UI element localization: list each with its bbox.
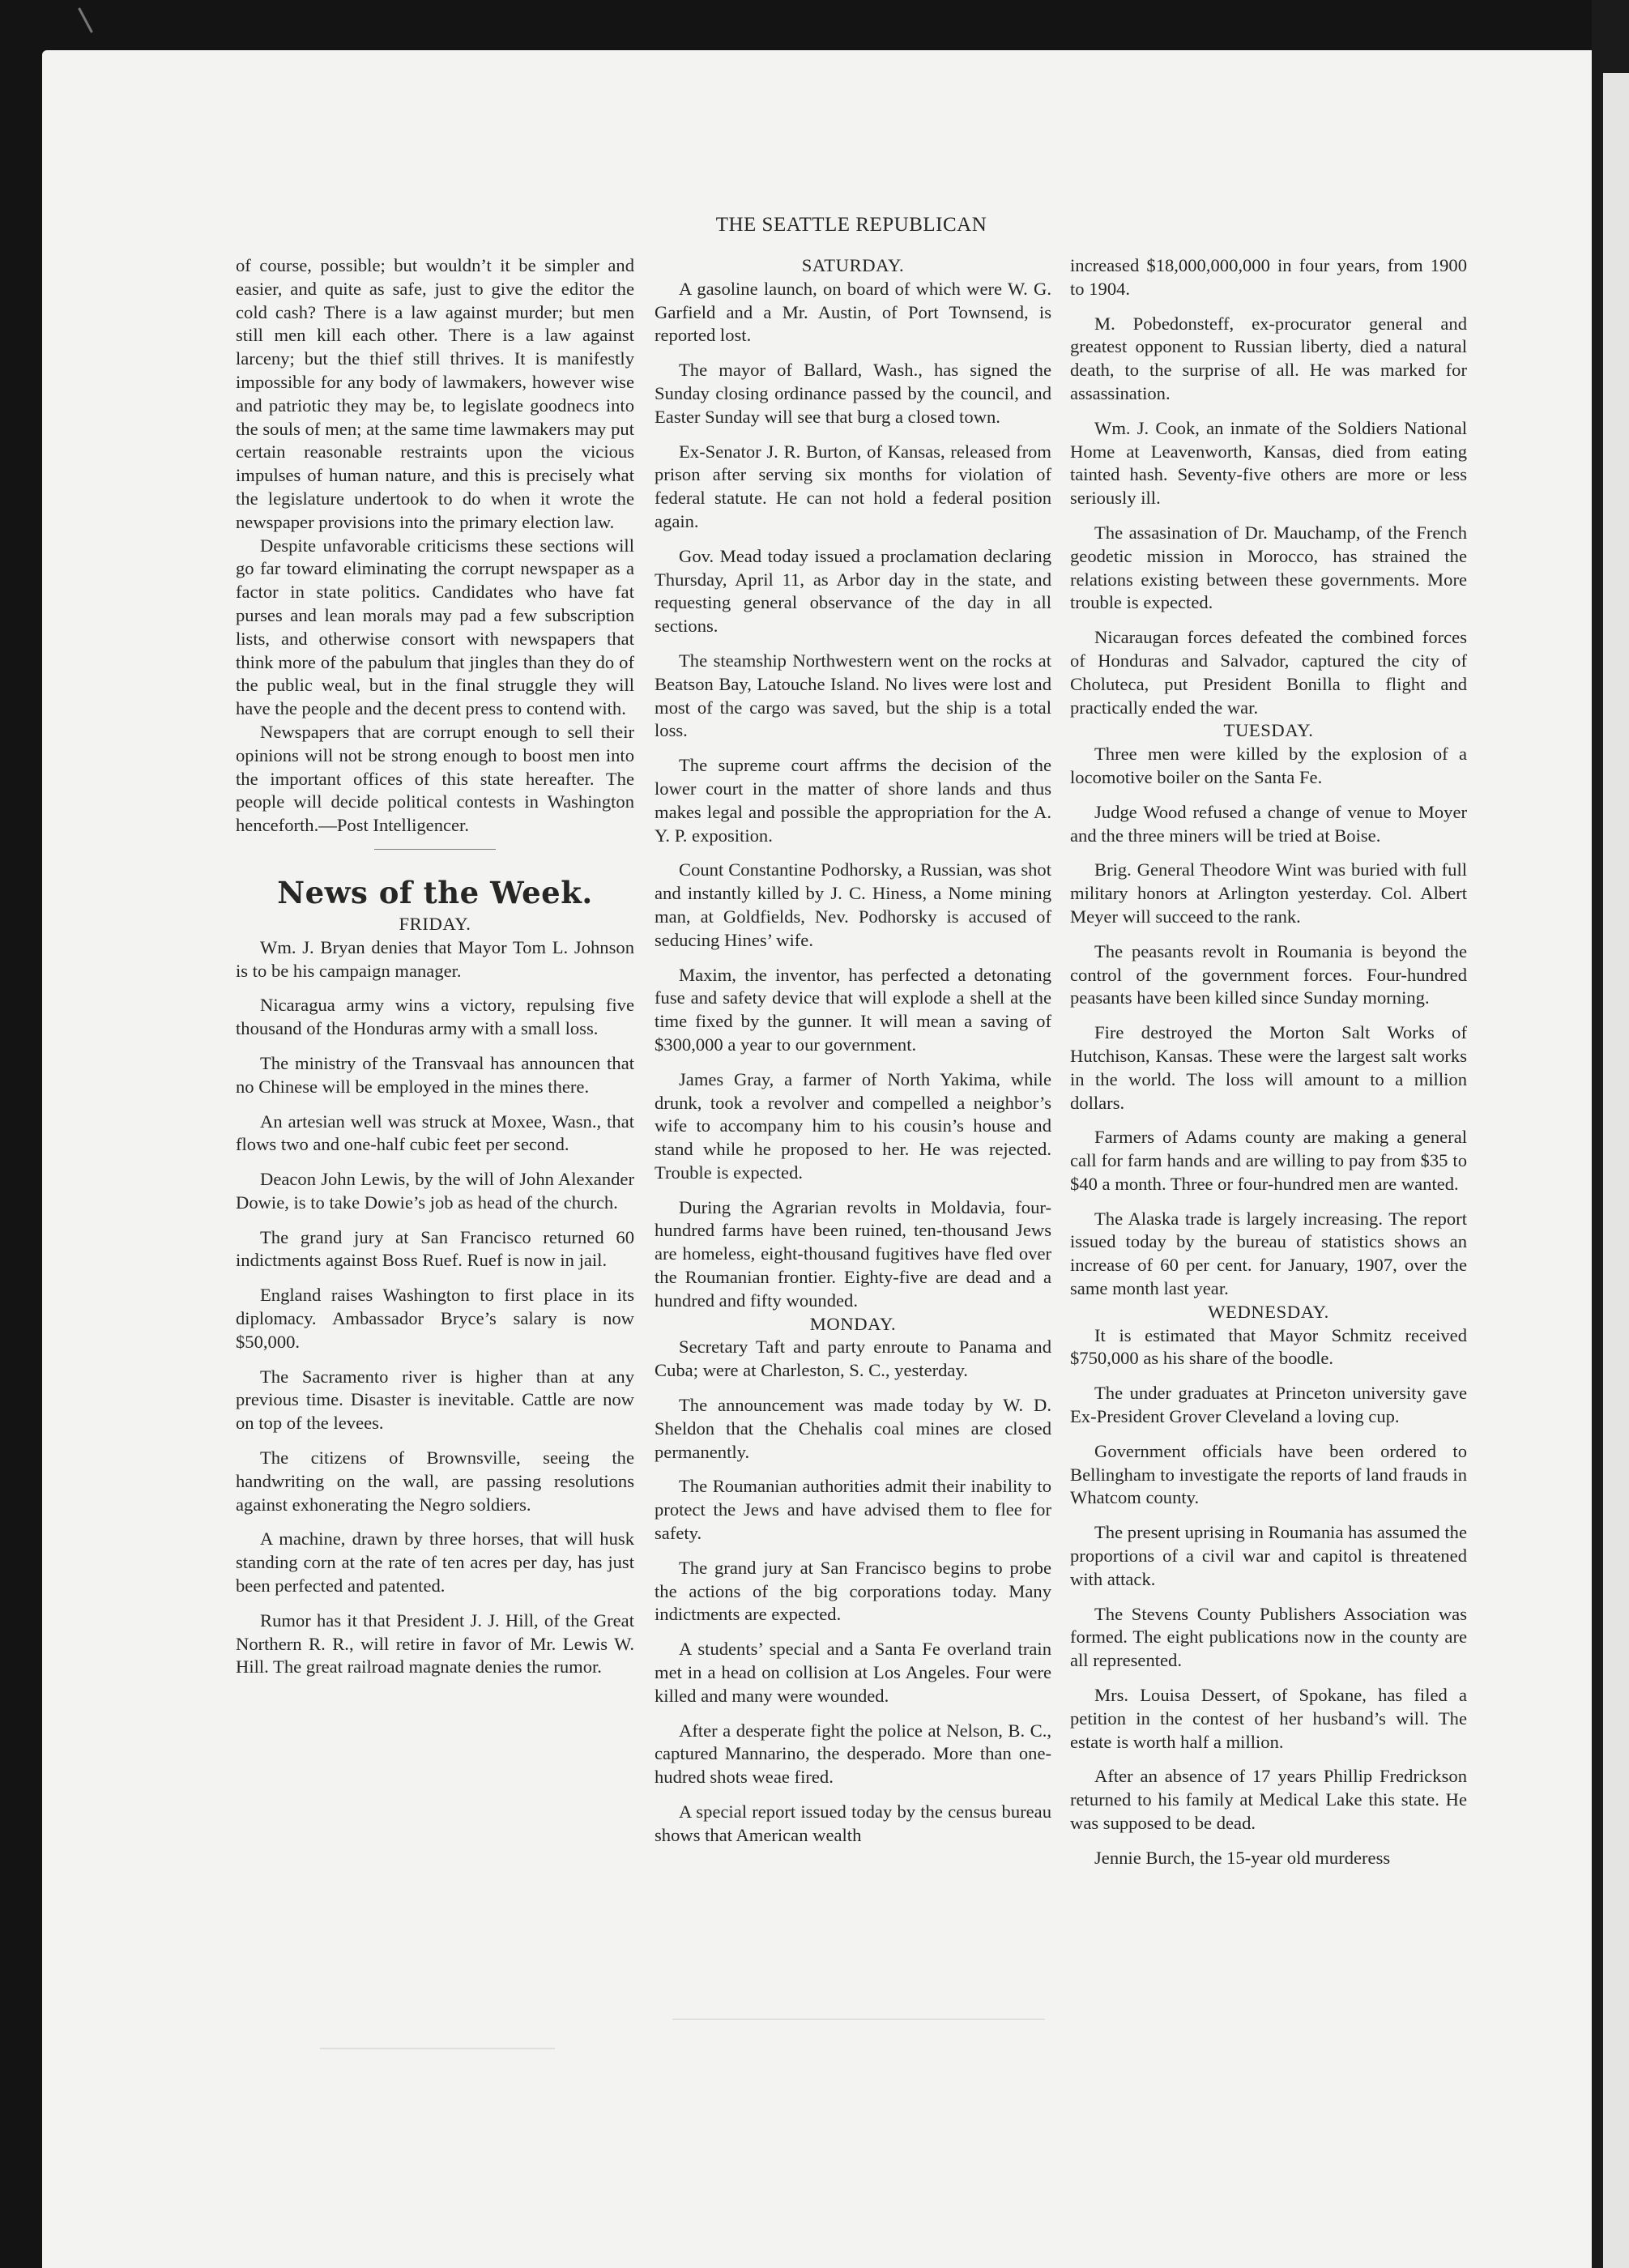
day-heading-wednesday: WEDNESDAY. [1208,1301,1329,1322]
news-item: Rumor has it that President J. J. Hill, of the Great Northern R. R., will retire in favor of Mr. Lewis W. Hill. The great railroad magnate denies the rumor. [236,1609,634,1678]
news-item: The under graduates at Princeton university gave Ex-President Grover Cleveland a loving cup. [1070,1383,1467,1427]
news-item: After a desperate fight the police at Nelson, B. C., captured Mannarino, the desperado. More than one-hudred shots weae fired. [655,1720,1051,1788]
article-paragraph: of course, possible; but wouldn’t it be simpler and easier, and quite as safe, just to give the editor the cold cash? There is a law against murder; but men still men kill each other. There is a law against larceny; but the thief still thrives. It is manifestly impossible for any body of lawmakers, however wise and patriotic they may be, to legislate goodnecs into the souls of men; at the same time lawmakers may put certain reasonable restraints upon the vicious impulses of human nature, and this is precisely what the legislature undertook to do when it wrote the newspaper provisions into the primary election law. [236,255,634,532]
article-paragraph: Despite unfavorable criticisms these sections will go far toward eliminating the corrupt newspaper as a factor in state politics. Candidates who have fat purses and lean morals may pad a few subscription lists, and otherwise consort with newspapers that think more of the pabulum that jingles than they do of the public weal, but in the final struggle they will have the people and the decent press to contend with. [236,535,634,719]
news-item: After an absence of 17 years Phillip Fredrickson returned to his family at Medical Lake this state. He was supposed to be dead. [1070,1766,1467,1834]
day-heading-friday: FRIDAY. [399,913,471,934]
news-item: Judge Wood refused a change of venue to Moyer and the three miners will be tried at Boise. [1070,801,1467,846]
news-item: Jennie Burch, the 15-year old murderess [1094,1847,1391,1868]
news-of-the-week-heading: News of the Week. [277,874,593,910]
news-item: The ministry of the Transvaal has announcen that no Chinese will be employed in the mines there. [236,1052,634,1097]
news-item: Government officials have been ordered to Bellingham to investigate the reports of land frauds in Whatcom county. [1070,1440,1467,1508]
news-item: England raises Washington to first place in its diplomacy. Ambassador Bryce’s salary is now $50,000. [236,1285,634,1352]
news-item: The Stevens County Publishers Association was formed. The eight publications now in the county are all represented. [1070,1603,1467,1671]
news-item: M. Pobedonsteff, ex-procurator general and greatest opponent to Russian liberty, died a natural death, to the surprise of all. He was marked for assassination. [1070,313,1467,403]
news-item: The peasants revolt in Roumania is beyond the control of the government forces. Four-hundred peasants have been killed since Sunday morning. [1070,940,1467,1008]
news-item: The mayor of Ballard, Wash., has signed the Sunday closing ordinance passed by the council, and Easter Sunday will see that burg a closed town. [655,360,1051,427]
news-item: It is estimated that Mayor Schmitz received $750,000 as his share of the boodle. [1070,1324,1467,1369]
page-header: THE SEATTLE REPUBLICAN [715,214,987,236]
news-item: Nicaragua army wins a victory, repulsing five thousand of the Honduras army with a small loss. [236,995,634,1039]
news-item: Secretary Taft and party enroute to Panama and Cuba; were at Charleston, S. C., yesterday. [655,1336,1051,1381]
news-item: Gov. Mead today issued a proclamation declaring Thursday, April 11, as Arbor day in the state, and requesting general observance of the day in all sections. [655,545,1051,637]
news-item: The assasination of Dr. Mauchamp, of the French geodetic mission in Morocco, has strained the relations existing between these governments. More trouble is expected. [1070,522,1467,613]
day-heading-monday: MONDAY. [809,1313,897,1334]
news-item: A gasoline launch, on board of which were W. G. Garfield and a Mr. Austin, of Port Townsend, is reported lost. [655,278,1051,346]
day-heading-tuesday: TUESDAY. [1223,720,1314,741]
news-item: Mrs. Louisa Dessert, of Spokane, has filed a petition in the contest of her husband’s will. The estate is worth half a million. [1070,1685,1467,1752]
news-item: Nicaraugan forces defeated the combined forces of Honduras and Salvador, captured the city of Choluteca, put President Bonilla to flight and practically ended the war. [1070,627,1467,718]
column-1 [236,254,634,1679]
news-item: Maxim, the inventor, has perfected a detonating fuse and safety device that will explode a shell at the time fixed by the gunner. It will mean a saving of $300,000 a year to our government. [655,964,1051,1055]
news-item: A machine, drawn by three horses, that will husk standing corn at the rate of ten acres per day, has just been perfected and patented. [236,1528,634,1597]
scan-corner-mark [78,7,93,32]
news-item: Farmers of Adams county are making a general call for farm hands and are willing to pay from $35 to $40 a month. Three or four-hundred men are wanted. [1070,1127,1467,1194]
news-item: The supreme court affrms the decision of the lower court in the matter of shore lands and thus makes legal and possible the appropriation for the A. Y. P. exposition. [655,755,1051,846]
news-item: The Alaska trade is largely increasing. The report issued today by the bureau of statistics shows an increase of 60 per cent. for January, 1907, over the same month last year. [1070,1208,1467,1299]
news-item: The announcement was made today by W. D. Sheldon that the Chehalis coal mines are closed permanently. [655,1395,1051,1462]
news-item: Wm. J. Bryan denies that Mayor Tom L. Johnson is to be his campaign manager. [236,936,634,981]
article-paragraph: Newspapers that are corrupt enough to sell their opinions will not be strong enough to boost men into the important offices of this state hereafter. The people will decide political contests in Washington henceforth.—Post Intelligencer. [236,721,634,836]
news-item: Brig. General Theodore Wint was buried with full military honors at Arlington yesterday. Col. Albert Meyer will succeed to the rank. [1070,859,1467,927]
print-smudge [672,2019,1045,2020]
day-heading-saturday: SATURDAY. [801,255,905,275]
news-item: The grand jury at San Francisco begins to probe the actions of the big corporations today. Many indictments are expected. [655,1557,1051,1625]
news-item: The present uprising in Roumania has assumed the proportions of a civil war and capitol is threatened with attack. [1070,1522,1467,1589]
news-item: A students’ special and a Santa Fe overland train met in a head on collision at Los Angeles. Four were killed and many were wounded. [655,1639,1051,1706]
news-item: An artesian well was struck at Moxee, Wasn., that flows two and one-half cubic feet per second. [236,1111,634,1155]
news-item: During the Agrarian revolts in Moldavia, four-hundred farms have been ruined, ten-thousand Jews are homeless, eight-thousand fugitives have fled over the Roumanian frontier. Eighty-five are dead and a hundred and fifty wounded. [655,1196,1051,1311]
column-2 [655,254,1051,1848]
news-item: increased $18,000,000,000 in four years, from 1900 to 1904. [1070,255,1467,299]
column-rule [374,849,496,850]
news-item: The citizens of Brownsville, seeing the handwriting on the wall, are passing resolutions against exhonerating the Negro soldiers. [236,1447,634,1515]
news-item: The grand jury at San Francisco returned 60 indictments against Boss Ruef. Ruef is now in jail. [236,1226,634,1271]
news-item: The Sacramento river is higher than at any previous time. Disaster is inevitable. Cattle are now on top of the levees. [236,1366,634,1434]
news-item: A special report issued today by the census bureau shows that American wealth [655,1801,1051,1845]
news-item: Fire destroyed the Morton Salt Works of Hutchison, Kansas. These were the largest salt works in the world. The loss will amount to a million dollars. [1070,1022,1467,1113]
news-item: Ex-Senator J. R. Burton, of Kansas, released from prison after serving six months for violation of federal statute. He can not hold a federal position again. [655,441,1051,531]
news-item: Deacon John Lewis, by the will of John Alexander Dowie, is to take Dowie’s job as head of the church. [236,1169,634,1213]
print-smudge [320,2048,555,2049]
scan-right-edge [1592,0,1629,2268]
column-3 [1070,254,1467,1870]
next-page-edge [1603,73,1629,2268]
news-item: The Roumanian authorities admit their inability to protect the Jews and have advised them to flee for safety. [655,1476,1051,1544]
news-item: Wm. J. Cook, an inmate of the Soldiers National Home at Leavenworth, Kansas, died from eating tainted hash. Seventy-five others are more or less seriously ill. [1070,417,1467,509]
news-item: James Gray, a farmer of North Yakima, while drunk, took a revolver and compelled a neighbor’s wife to accompany him to his cousin’s house and stand while he proposed to her. He was rejected. Trouble is expected. [655,1068,1051,1183]
news-item: The steamship Northwestern went on the rocks at Beatson Bay, Latouche Island. No lives were lost and most of the cargo was saved, but the ship is a total loss. [655,650,1051,741]
news-item: Count Constantine Podhorsky, a Russian, was shot and instantly killed by J. C. Hiness, a Nome mining man, at Goldfields, Nev. Podhorsky is accused of seducing Hines’ wife. [655,859,1051,950]
news-item: Three men were killed by the explosion of a locomotive boiler on the Santa Fe. [1070,744,1467,787]
